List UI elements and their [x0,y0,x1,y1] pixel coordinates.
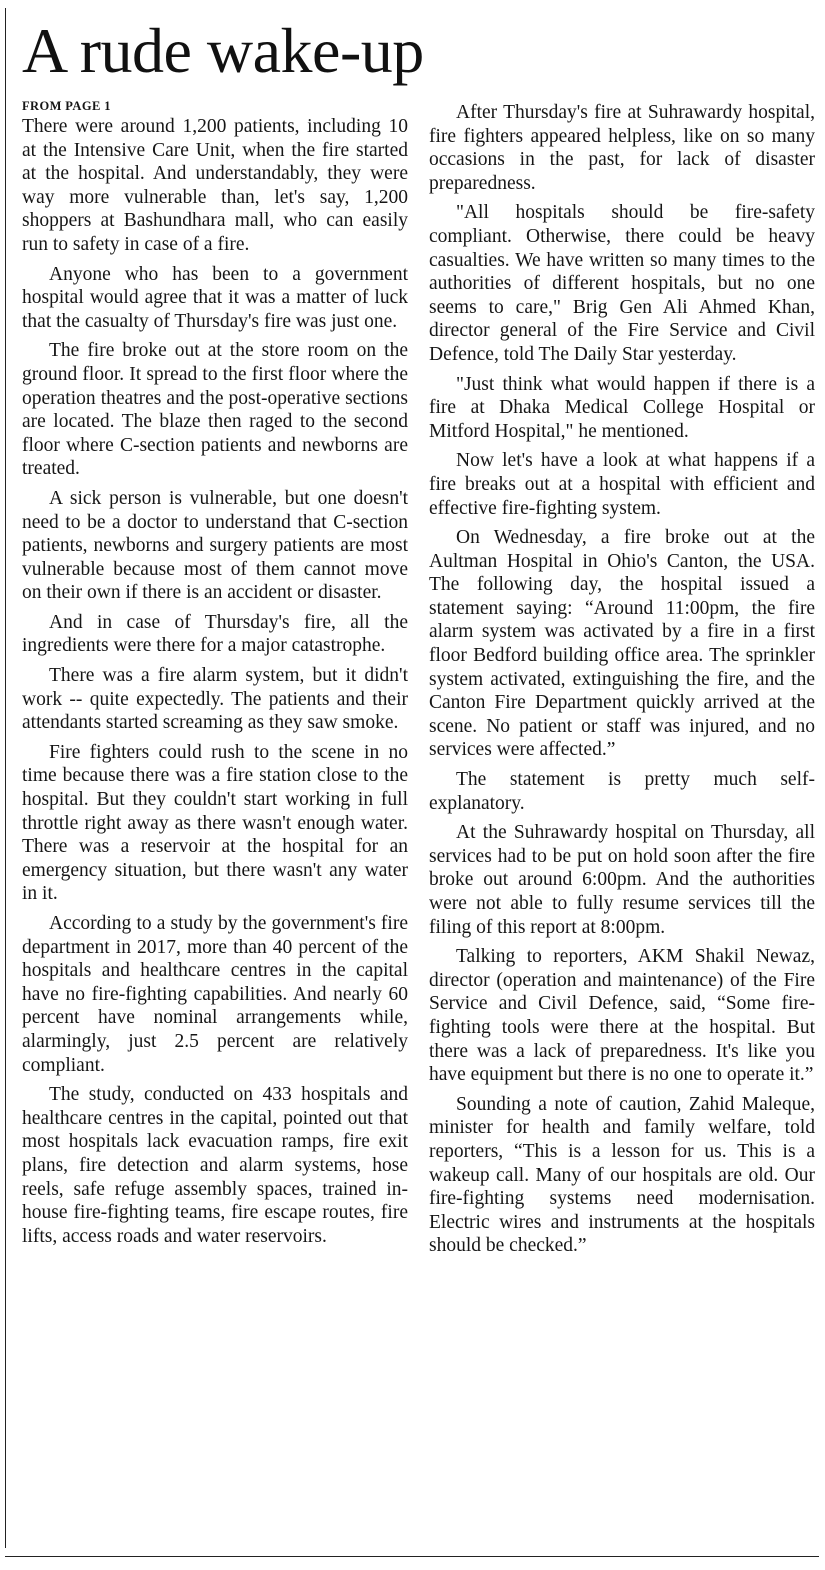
paragraph: The fire broke out at the store room on the ground floor. It spread to the first floor where the operation theatres and the post-operative sections are located. The blaze then raged to the second floor where C-section patients and newborns are treated. [22,340,408,480]
paragraph: Talking to reporters, AKM Shakil Newaz, director (operation and maintenance) of the Fire Service and Civil Defence, said, “Some fire-fighting tools were there at the hospital. But there was a lack of preparedness. It's like you have equipment but there is no one to operate it.” [429,946,815,1086]
paragraph: There was a fire alarm system, but it didn't work -- quite expectedly. The patients and their attendants started screaming as they saw smoke. [22,665,408,734]
left-column-rule [5,8,6,1548]
paragraph: After Thursday's fire at Suhrawardy hospital, fire fighters appeared helpless, like on so many occasions in the past, for lack of disaster preparedness. [429,102,815,194]
article-headline: A rude wake-up [22,15,424,86]
paragraph: At the Suhrawardy hospital on Thursday, all services had to be put on hold soon after the fire broke out around 6:00pm. And the authorities were not able to fully resume services till the filing of this report at 8:00pm. [429,822,815,938]
paragraph: A sick person is vulnerable, but one doesn't need to be a doctor to understand that C-section patients, newborns and surgery patients are most vulnerable because most of them cannot move on their own if there is an accident or disaster. [22,487,408,604]
paragraph: "All hospitals should be fire-safety compliant. Otherwise, there could be heavy casualties. We have written so many times to the authorities of different hospitals, but no one seems to care," Brig Gen Ali Ahmed Khan, director general of the Fire Service and Civil Defence, told The Daily Star yesterday. [429,202,815,365]
paragraph: According to a study by the government's fire department in 2017, more than 40 percent of the hospitals and healthcare centres in the capital have no fire-fighting capabilities. And nearly 60 percent have nominal arrangements while, alarmingly, just 2.5 percent are relatively compliant. [22,913,408,1076]
paragraph: Sounding a note of caution, Zahid Maleque, minister for health and family welfare, told reporters, “This is a lesson for us. This is a wakeup call. Many of our hospitals are old. Our fire-fighting systems need modernisation. Electric wires and instruments at the hospitals should be checked.” [429,1093,815,1257]
paragraph: The statement is pretty much self-explanatory. [429,769,815,814]
paragraph: There were around 1,200 patients, including 10 at the Intensive Care Unit, when the fire started at the hospital. And understandably, they were way more vulnerable than, let's say, 1,200 shoppers at Bashundhara mall, who can easily run to safety in case of a fire. [22,116,408,255]
paragraph: Anyone who has been to a government hospital would agree that it was a matter of luck that the casualty of Thursday's fire was just one. [22,263,408,332]
paragraph: Fire fighters could rush to the scene in no time because there was a fire station close to the hospital. But they couldn't start working in full throttle right away as there wasn't enough water. There was a reservoir at the hospital for an emergency situation, but there wasn't any water in it. [22,741,408,905]
kicker-from-page-1: FROM PAGE 1 [22,99,111,113]
bottom-rule [5,1556,819,1557]
paragraph: "Just think what would happen if there is a fire at Dhaka Medical College Hospital or Mitford Hospital," he mentioned. [429,373,815,442]
paragraph: And in case of Thursday's fire, all the ingredients were there for a major catastrophe. [22,611,408,657]
article-column-right [429,101,815,1264]
paragraph: The study, conducted on 433 hospitals and healthcare centres in the capital, pointed out that most hospitals lack evacuation ramps, fire exit plans, fire detection and alarm systems, hose reels, safe refuge assembly spaces, trained in-house fire-fighting teams, fire escape routes, fire lifts, access roads and water reservoirs. [22,1084,408,1247]
paragraph: Now let's have a look at what happens if a fire breaks out at a hospital with efficient and effective fire-fighting system. [429,450,815,519]
paragraph: On Wednesday, a fire broke out at the Aultman Hospital in Ohio's Canton, the USA. The following day, the hospital issued a statement saying: “Around 11:00pm, the fire alarm system was activated by a fire in a first floor Bedford building office area. The sprinkler system activated, extinguishing the fire, and the Canton Fire Department quickly arrived at the scene. No patient or staff was injured, and no services were affected.” [429,527,815,761]
article-column-left [22,98,408,1254]
